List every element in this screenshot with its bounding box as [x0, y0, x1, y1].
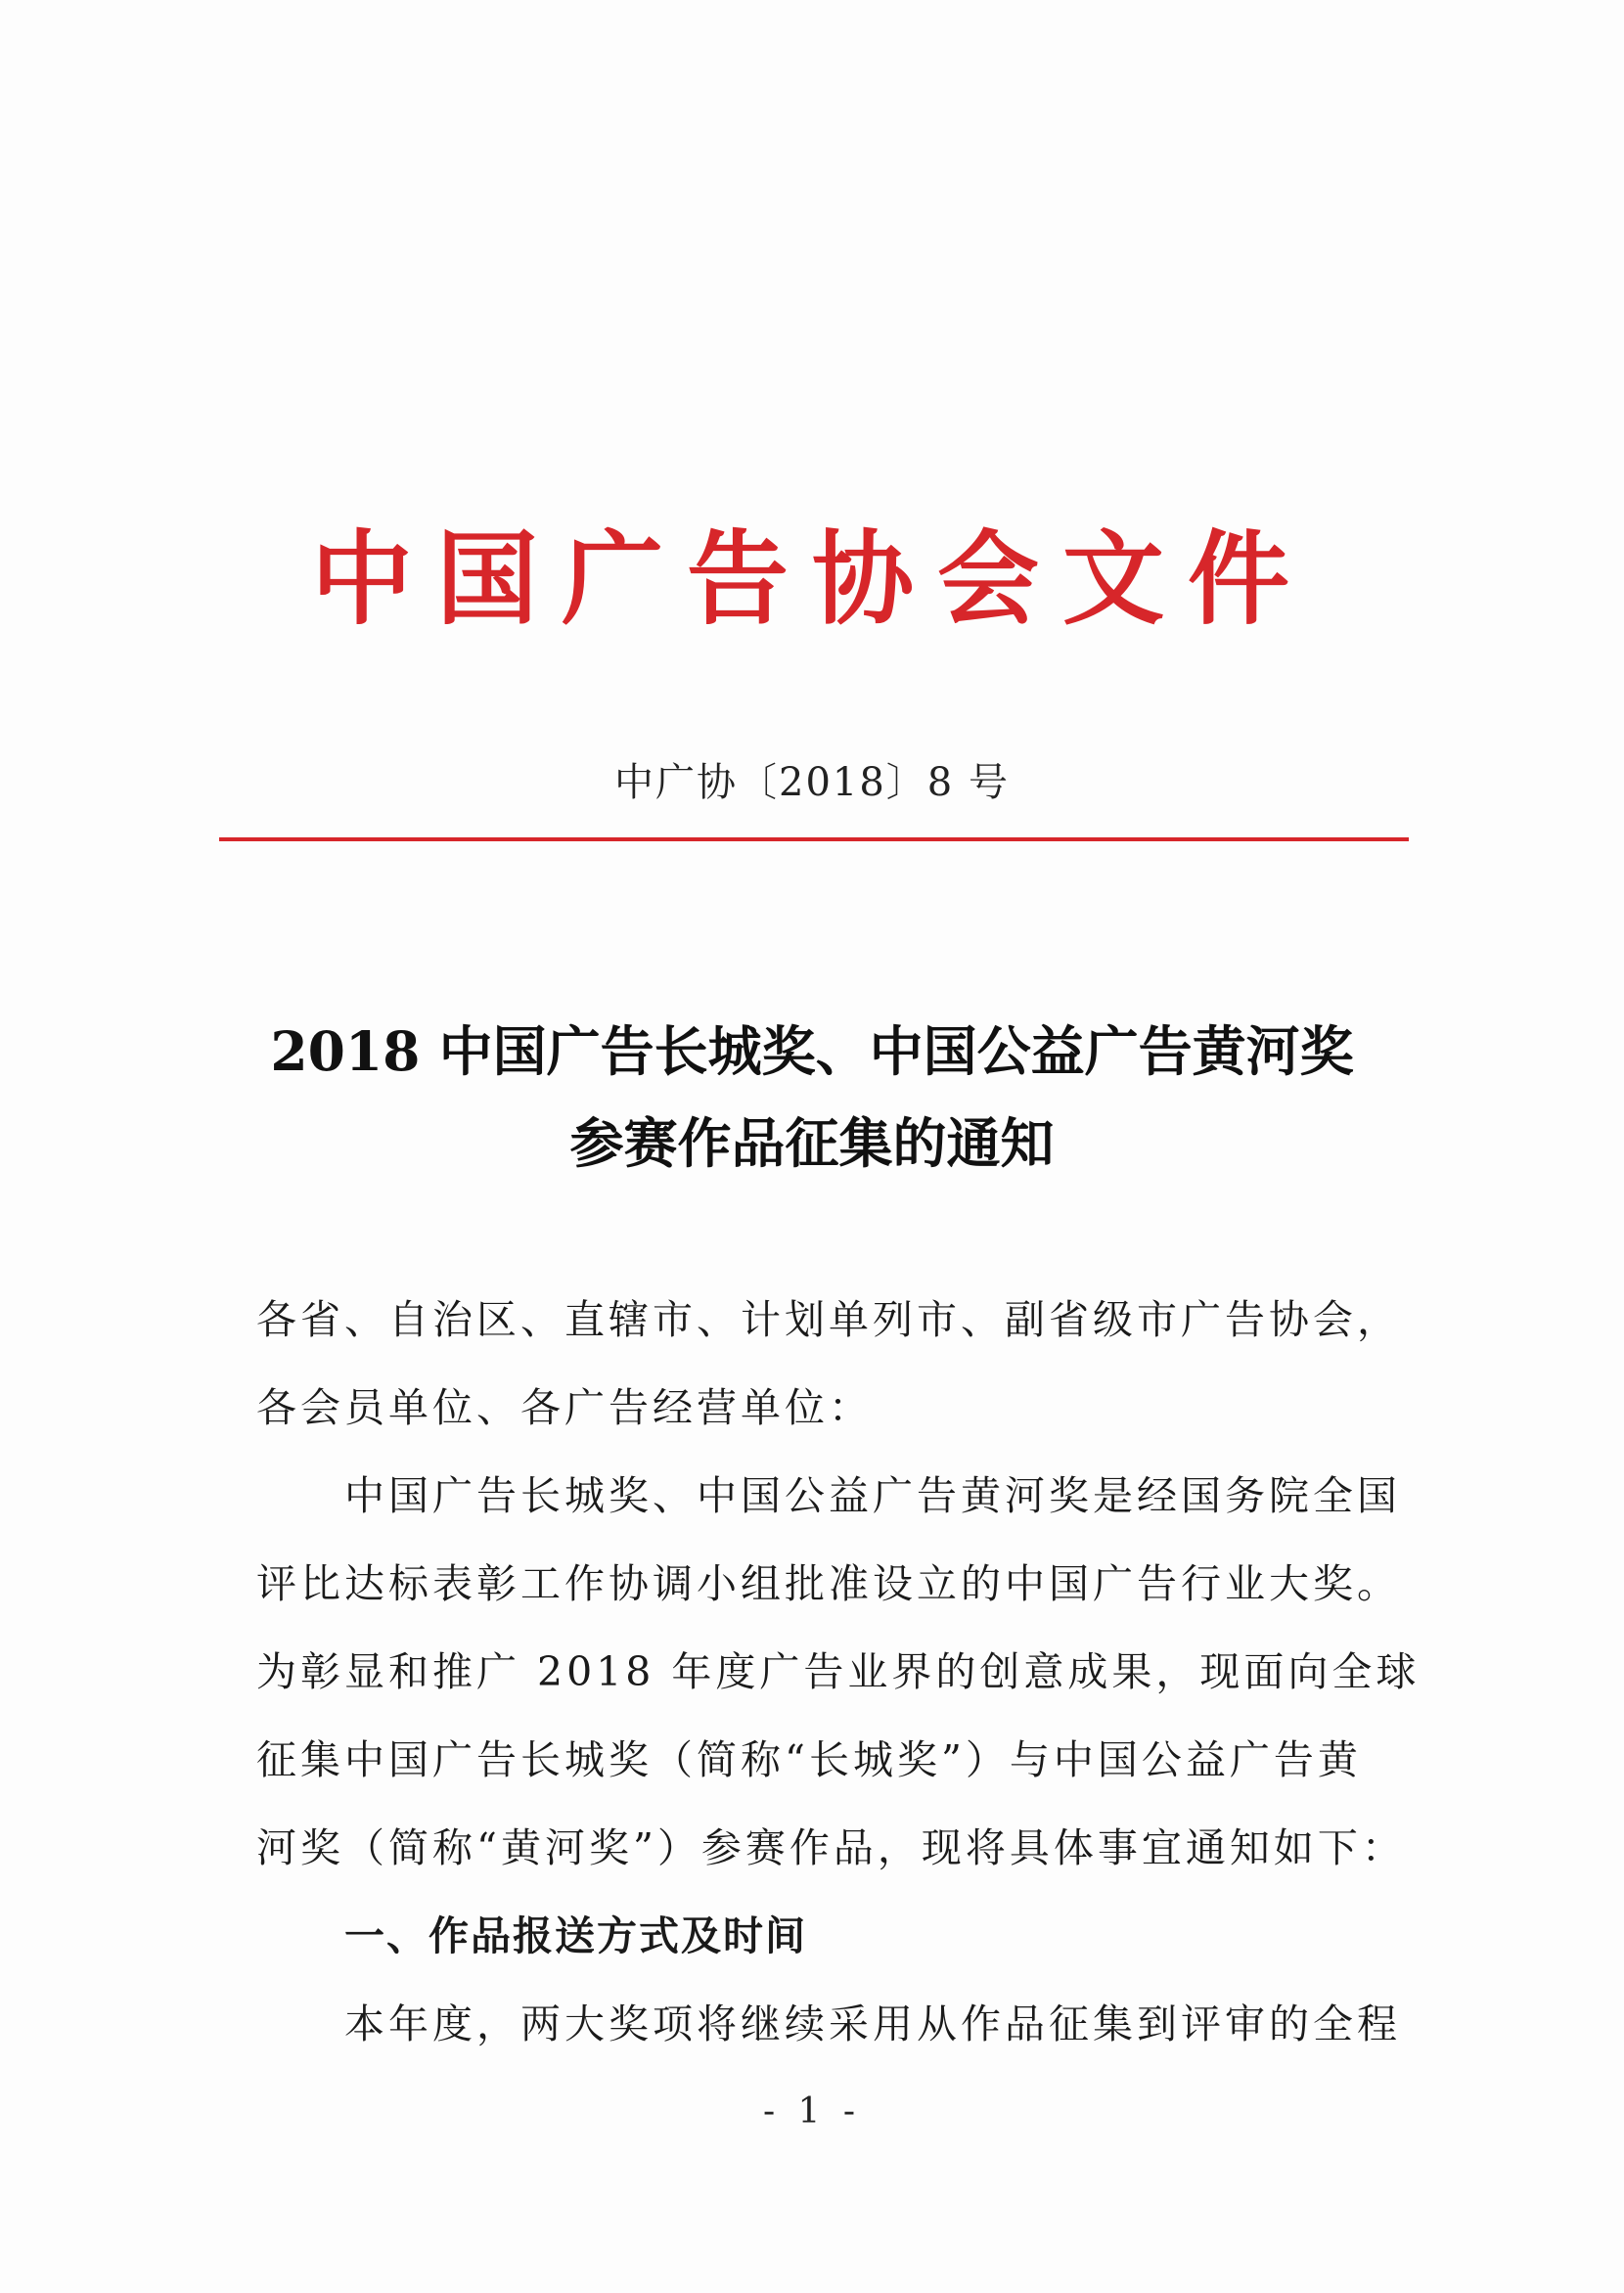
document-number: 中广协〔2018〕8 号	[614, 760, 1010, 805]
page-number: - 1 -	[762, 2091, 862, 2132]
addressee-line-2: 各会员单位、各广告经营单位：	[256, 1384, 873, 1431]
notice-title-line-1: 2018 中国广告长城奖、中国公益广告黄河奖	[270, 1019, 1354, 1083]
red-divider-line	[219, 837, 1409, 841]
paragraph-1-line-3: 为彰显和推广 2018 年度广告业界的创意成果，现面向全球	[256, 1648, 1421, 1695]
paragraph-1-line-4: 征集中国广告长城奖（简称“长城奖”）与中国公益广告黄	[256, 1736, 1362, 1783]
paragraph-2-line-1: 本年度，两大奖项将继续采用从作品征集到评审的全程	[344, 2001, 1401, 2047]
paragraph-1-line-2: 评比达标表彰工作协调小组批准设立的中国广告行业大奖。	[256, 1560, 1401, 1607]
addressee-line-1: 各省、自治区、直辖市、计划单列市、副省级市广告协会，	[256, 1296, 1401, 1343]
paragraph-1-line-1: 中国广告长城奖、中国公益广告黄河奖是经国务院全国	[344, 1472, 1401, 1519]
notice-body	[256, 1276, 1421, 2068]
notice-title-line-2: 参赛作品征集的通知	[569, 1111, 1055, 1175]
org-document-header: 中国广告协会文件	[310, 518, 1313, 639]
notice-title	[0, 1006, 1624, 1190]
paragraph-1-line-5: 河奖（简称“黄河奖”）参赛作品，现将具体事宜通知如下：	[256, 1824, 1406, 1871]
section-1-heading: 一、作品报送方式及时间	[344, 1912, 807, 1959]
